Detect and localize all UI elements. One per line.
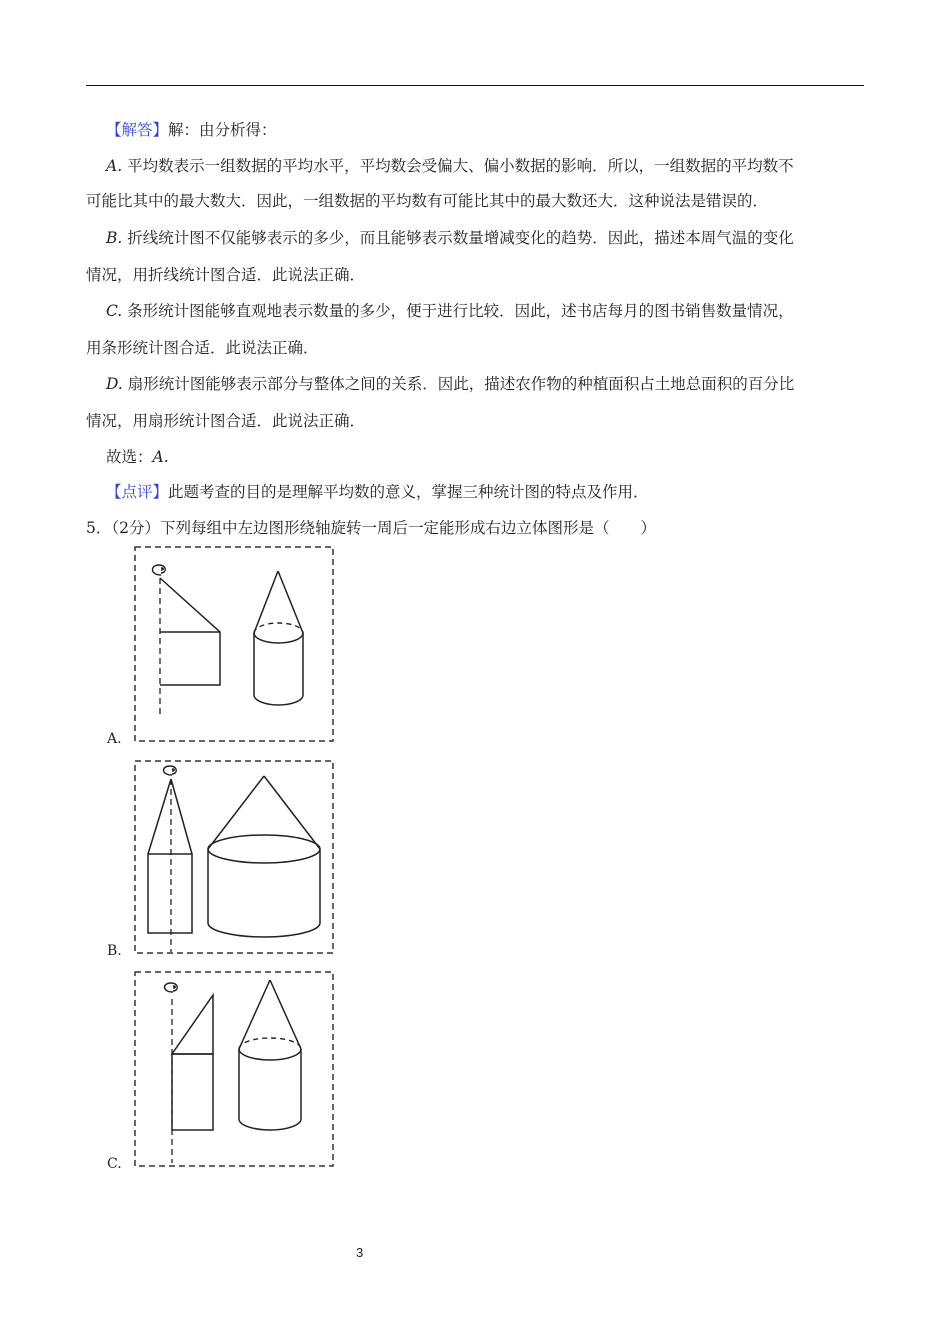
answer-tag: 【解答】 <box>106 121 169 139</box>
figure-option-a <box>130 544 338 746</box>
figure-c-plane-shape <box>172 1054 213 1130</box>
figure-b-cone-left <box>208 776 264 849</box>
final-choice <box>86 447 866 467</box>
rotation-arrow-icon <box>152 565 165 575</box>
option-c-line2: 用条形统计图合适．此说法正确． <box>86 339 319 357</box>
answer-intro <box>86 120 866 140</box>
choice-prefix: 故选： <box>106 448 153 466</box>
figure-c-dashed-frame <box>135 972 333 1166</box>
option-a-label: A. <box>107 731 122 747</box>
figure-b-plane-shape <box>148 854 192 933</box>
rotation-arrow-icon <box>164 983 177 992</box>
option-c-text1: 条形统计图能够直观地表示数量的多少，便于进行比较．因此，述书店每月的图书销售数量情况， <box>127 302 794 320</box>
option-b-text1: 折线统计图不仅能够表示的多少，而且能够表示数量增减变化的趋势．因此，描述本周气温的变化 <box>127 229 794 247</box>
figure-b-cylinder-base <box>208 923 320 937</box>
option-c-letter: C. <box>106 302 123 320</box>
figure-b-dashed-frame <box>135 761 333 953</box>
option-d-line2: 情况，用扇形统计图合适．此说法正确． <box>86 412 366 430</box>
option-b-line1 <box>86 228 866 248</box>
option-a-letter: A. <box>106 157 123 175</box>
comment-tag: 【点评】 <box>106 483 169 501</box>
choice-value: A. <box>152 448 169 466</box>
figure-option-b <box>130 758 338 958</box>
option-b-letter: B. <box>106 229 123 247</box>
figure-c-cylinder-base <box>239 1119 301 1130</box>
option-c-line1 <box>86 301 866 321</box>
option-c-label: C. <box>107 1156 122 1172</box>
header-rule <box>86 85 864 86</box>
option-d-letter: D. <box>106 375 123 393</box>
option-b-line2: 情况，用折线统计图合适．此说法正确． <box>86 266 366 284</box>
option-b-label: B. <box>107 943 122 959</box>
figure-a-cone-left <box>254 571 278 633</box>
answer-intro-text: 解：由分析得： <box>168 121 277 139</box>
page-number: 3 <box>356 1245 364 1260</box>
option-d-line1 <box>86 374 866 394</box>
option-a-line1 <box>86 156 866 176</box>
option-a-line2: 可能比其中的最大数大．因此，一组数据的平均数有可能比其中的最大数还大．这种说法是错误的． <box>86 192 769 210</box>
figure-option-c <box>130 969 338 1171</box>
option-d-text1: 扇形统计图能够表示部分与整体之间的关系．因此，描述农作物的种植面积占土地总面积的百分比 <box>127 375 795 393</box>
question5-stem: 5．（2分）下列每组中左边图形绕轴旋转一周后一定能形成右边立体图形是（ ） <box>86 519 656 537</box>
rotation-arrow-icon <box>163 766 176 775</box>
comment <box>86 482 866 502</box>
comment-text: 此题考查的目的是理解平均数的意义，掌握三种统计图的特点及作用． <box>168 483 649 501</box>
option-a-text1: 平均数表示一组数据的平均水平，平均数会受偏大、偏小数据的影响．所以，一组数据的平均数不 <box>127 157 794 175</box>
figure-b-cone-right <box>264 776 320 849</box>
figure-a-cylinder-base <box>254 695 303 705</box>
